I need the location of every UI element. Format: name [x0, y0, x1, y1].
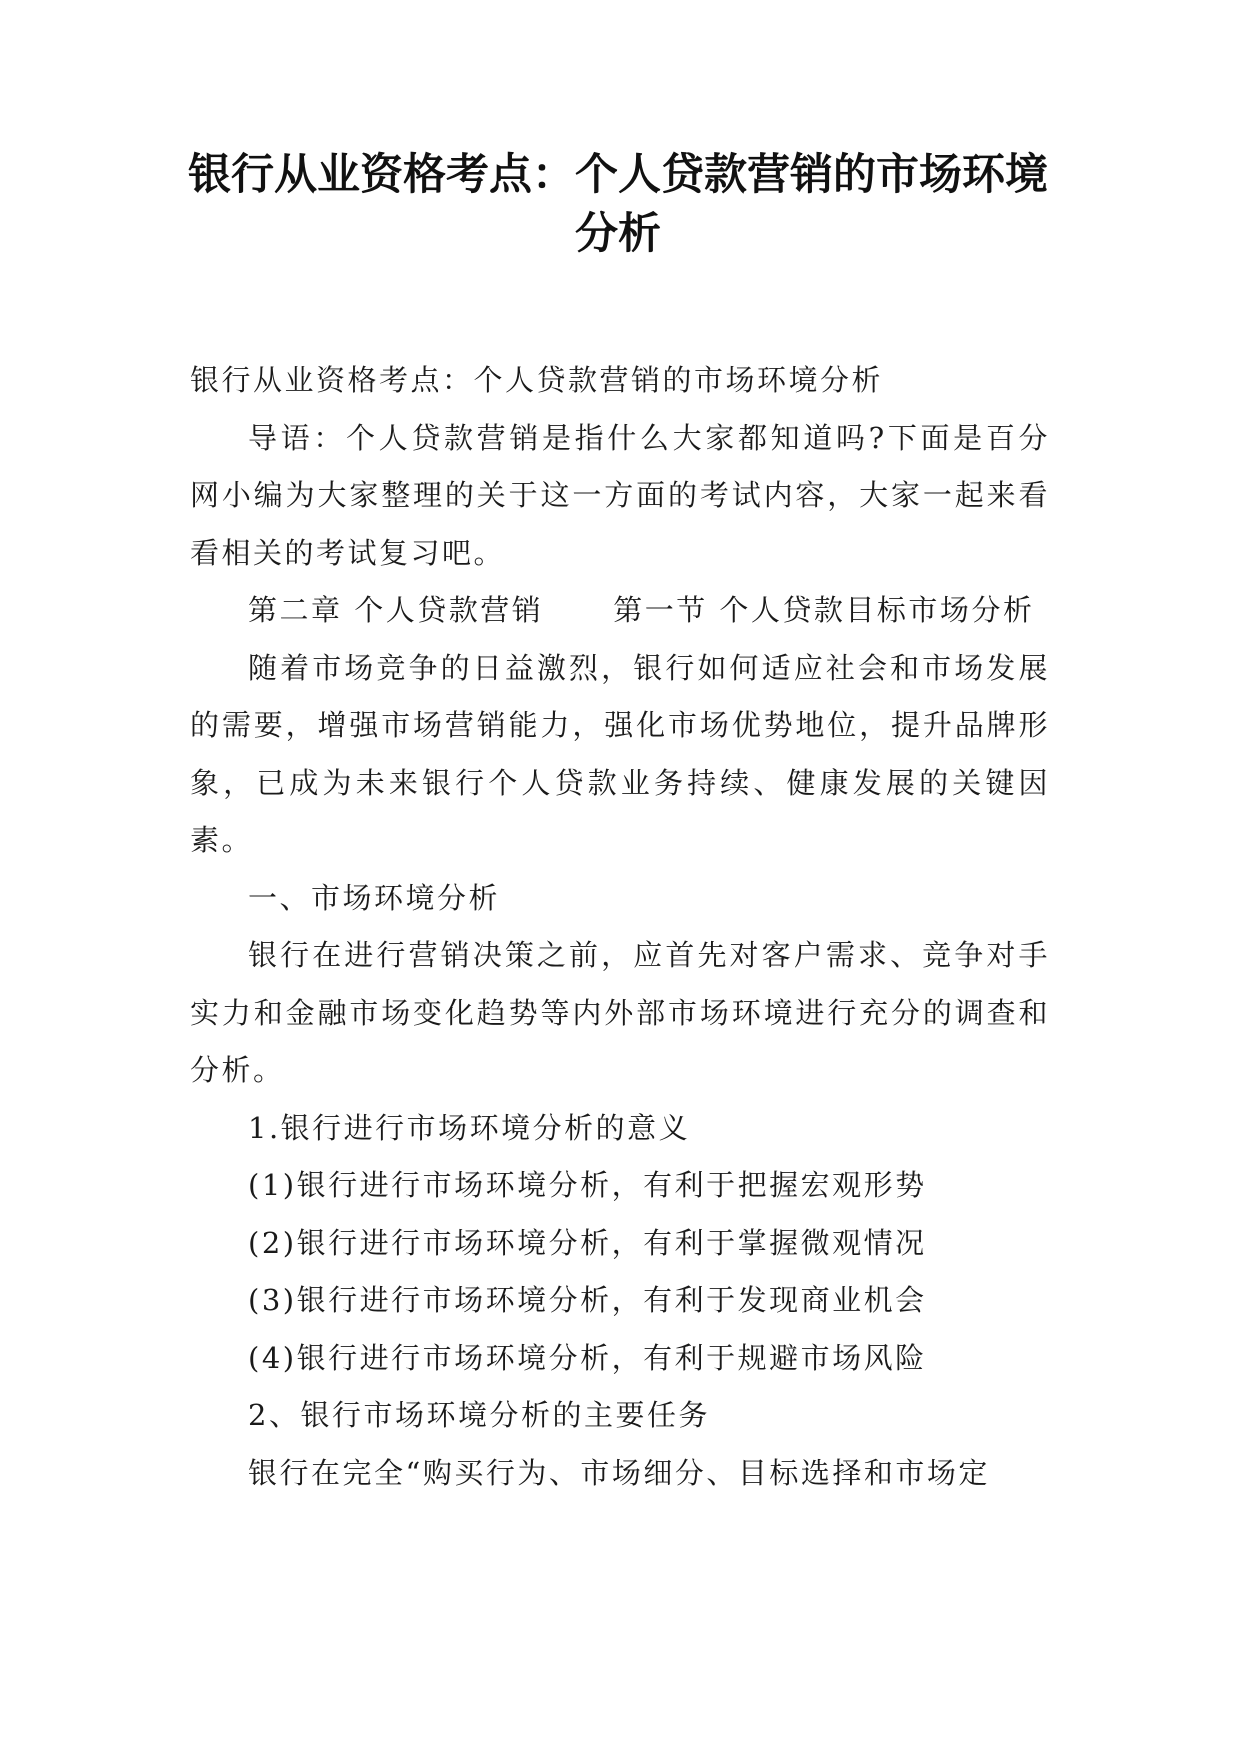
document-body	[190, 352, 1050, 1502]
chapter-label: 第二章 个人贷款营销	[248, 593, 544, 627]
subtitle-line: 银行从业资格考点：个人贷款营销的市场环境分析	[190, 363, 884, 397]
document-title: 银行从业资格考点：个人贷款营销的市场环境分析	[188, 150, 1048, 259]
tasks-heading: 2、银行市场环境分析的主要任务	[248, 1398, 710, 1432]
list-item: (4)银行进行市场环境分析，有利于规避市场风险	[248, 1340, 927, 1375]
tasks-paragraph: 银行在完全“购买行为、市场细分、目标选择和市场定	[248, 1455, 990, 1490]
intro-paragraph: 导语：个人贷款营销是指什么大家都知道吗?下面是百分网小编为大家整理的关于这一方面的考试内容，大家一起来看看相关的考试复习吧。	[190, 420, 1050, 570]
section-label: 第一节 个人贷款目标市场分析	[613, 593, 1035, 627]
significance-heading: 1.银行进行市场环境分析的意义	[248, 1110, 691, 1145]
list-item: (1)银行进行市场环境分析，有利于把握宏观形势	[248, 1168, 927, 1202]
background-paragraph: 随着市场竞争的日益激烈，银行如何适应社会和市场发展的需要，增强市场营销能力，强化市场优势地位，提升品牌形象，已成为未来银行个人贷款业务持续、健康发展的关键因素。	[190, 650, 1050, 857]
environment-paragraph: 银行在进行营销决策之前，应首先对客户需求、竞争对手实力和金融市场变化趋势等内外部市场环境进行充分的调查和分析。	[190, 938, 1050, 1087]
section-heading-one: 一、市场环境分析	[248, 880, 501, 915]
chapter-heading	[190, 582, 1050, 640]
list-item: (2)银行进行市场环境分析，有利于掌握微观情况	[248, 1225, 927, 1260]
list-item: (3)银行进行市场环境分析，有利于发现商业机会	[248, 1283, 927, 1317]
